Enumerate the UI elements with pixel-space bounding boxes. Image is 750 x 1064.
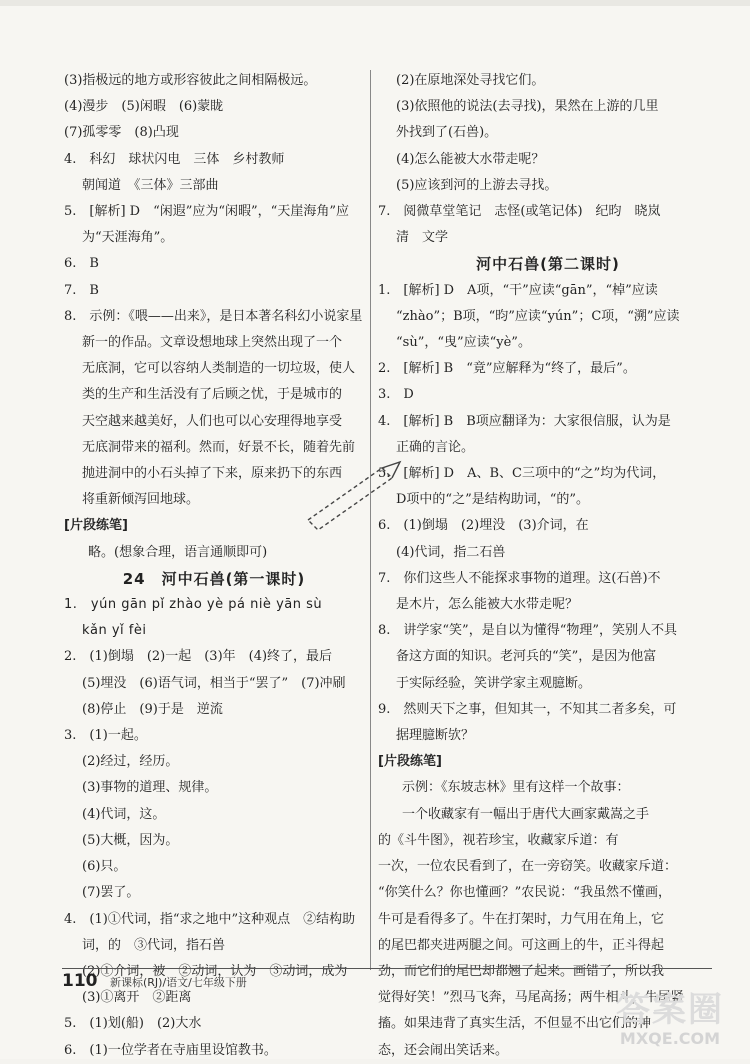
- text-line: 搐。如果违背了真实生活，不但显不出它们的神: [378, 1016, 652, 1032]
- top-edge: [0, 0, 750, 6]
- text-line: (5)大概，因为。: [82, 832, 179, 848]
- text-line: 3. D: [378, 387, 414, 403]
- text-line: 抛进洞中的小石头掉了下来，原来扔下的东西: [82, 466, 343, 482]
- text-line: 无底洞带来的福利。然而，好景不长，随着先前: [82, 439, 356, 455]
- text-line: (2)在原地深处寻找它们。: [396, 73, 545, 88]
- text-line: (4)代词，指二石兽: [396, 544, 506, 560]
- text-line: 类的生产和生活没有了后顾之忧，于是城市的: [82, 387, 343, 403]
- text-line: 是木片，怎么能被大水带走呢？: [396, 597, 579, 613]
- text-line: 劲，而它们的尾巴却都翘了起来。画错了，所以我: [378, 963, 665, 979]
- text-line: (7)孤零零 (8)凸现: [64, 125, 179, 141]
- text-line: 无底洞，它可以容纳人类制造的一切垃圾，使人: [82, 361, 356, 377]
- text-line: 5. [解析] D “闲遐”应为“闲暇”，“天崖海角”应: [64, 204, 349, 220]
- lesson-title: 24 河中石兽(第一课时): [122, 569, 306, 588]
- text-line: 8. 讲学家“笑”，是自以为懂得“物理”，笑别人不具: [378, 623, 677, 639]
- lesson-title: 河中石兽(第二课时): [476, 255, 620, 274]
- text-line: “zhào”；B项，“昀”应读“yún”；C项，“溯”应读: [396, 308, 680, 324]
- text-line: 牛可是看得多了。牛在打架时，力气用在角上，它: [378, 911, 665, 927]
- text-line: 于实际经验，笑讲学家主观臆断。: [396, 675, 592, 691]
- watermark-logo: [600, 991, 740, 1051]
- text-line: (3)依照他的说法(去寻找)，果然在上游的几里: [396, 99, 659, 115]
- watermark-site-text: MXQE.COM: [619, 1029, 721, 1048]
- section-label: [片段练笔]: [378, 754, 442, 770]
- left-column: [64, 68, 364, 1064]
- text-line: 示例：《东坡志林》里有这样一个故事：: [402, 780, 630, 796]
- text-line: 外找到了(石兽)。: [396, 125, 498, 141]
- text-line: 略。(想象合理，语言通顺即可): [88, 544, 268, 560]
- text-line: 9. 然则天下之事，但知其一，不知其二者多矣，可: [378, 701, 677, 717]
- text-line: 的《斗牛图》，视若珍宝，收藏家斥道：有: [378, 832, 619, 848]
- text-line: 5. [解析] D A、B、C三项中的“之”均为代词，: [378, 466, 666, 482]
- text-line: 觉得好笑！”烈马飞奔，马尾高扬；两牛相斗，牛尾紧: [378, 990, 684, 1006]
- text-line: (4)代词，这。: [82, 806, 166, 822]
- text-line: (4)怎么能被大水带走呢？: [396, 151, 545, 167]
- text-line: 据理臆断欤？: [396, 728, 475, 744]
- text-line: 4. 科幻 球状闪电 三体 乡村教师: [64, 151, 285, 167]
- text-line: 6. (1)倒塌 (2)埋没 (3)介词，在: [378, 518, 589, 534]
- text-line: 1. [解析] D A项，“干”应读“gān”，“棹”应读: [378, 282, 658, 298]
- text-line: D项中的“之”是结构助词，“的”。: [396, 492, 590, 508]
- text-line: 7. 你们这些人不能探求事物的道理。这(石兽)不: [378, 570, 661, 586]
- text-line: 7. B: [64, 282, 99, 298]
- text-line: 一次，一位农民看到了，在一旁窃笑。收藏家斥道：: [378, 859, 678, 875]
- text-line: 2. [解析] B “竟”应解释为“终了，最后”。: [378, 361, 636, 377]
- text-line: 1. yún gān pǐ zhào yè pá niè yān sù: [64, 597, 323, 613]
- text-line: (2)经过，经历。: [82, 754, 179, 770]
- text-line: (3)指极远的地方或形容彼此之间相隔极远。: [64, 73, 317, 88]
- text-line: 为“天涯海角”。: [82, 230, 174, 246]
- page-footer: [62, 968, 712, 993]
- text-line: 4. (1)①代词，指“求之地中”这种观点 ②结构助: [64, 911, 356, 927]
- text-line: (8)停止 (9)于是 逆流: [82, 701, 223, 717]
- text-line: “你笑什么？你也懂画？”农民说：“我虽然不懂画，: [378, 885, 671, 901]
- text-line: 6. (1)一位学者在寺庙里设馆教书。: [64, 1042, 277, 1058]
- text-line: 5. (1)划(船) (2)大水: [64, 1016, 202, 1032]
- text-line: 3. (1)一起。: [64, 728, 147, 744]
- text-line: (2)①介词，被 ②动词，认为 ③动词，成为: [82, 963, 348, 979]
- text-line: 朝闻道 《三体》三部曲: [82, 177, 219, 193]
- text-line: 清 文学: [396, 230, 449, 246]
- section-label: [片段练笔]: [64, 518, 128, 534]
- text-line: 4. [解析] B B项应翻译为：大家很信服，认为是: [378, 413, 671, 429]
- watermark-logo-text: 答案圈: [616, 990, 724, 1030]
- text-line: 态，还会闹出笑话来。: [378, 1042, 509, 1058]
- text-line: 天空越来越美好，人们也可以心安理得地享受: [82, 413, 343, 429]
- text-line: 的尾巴都夹进两腿之间。可这画上的牛，正斗得起: [378, 937, 665, 953]
- text-line: (3)事物的道理、规律。: [82, 780, 218, 796]
- text-line: (5)埋没 (6)语气词，相当于“罢了” (7)冲刷: [82, 675, 346, 691]
- text-line: (5)应该到河的上游去寻找。: [396, 177, 558, 193]
- text-line: 将重新倾泻回地球。: [82, 492, 200, 508]
- right-column: [378, 68, 718, 1064]
- text-line: 一个收藏家有一幅出于唐代大画家戴嵩之手: [402, 806, 650, 822]
- text-line: 8. 示例：《喂——出来》，是日本著名科幻小说家星: [64, 308, 363, 324]
- book-label: 新课标(RJ)/语文/七年级下册: [110, 976, 247, 989]
- text-line: 词，的 ③代词，指石兽: [82, 937, 226, 953]
- text-line: “sù”，“曳”应读“yè”。: [396, 335, 531, 351]
- text-line: 备这方面的知识。老河兵的“笑”，是因为他富: [396, 649, 657, 665]
- text-line: 2. (1)倒塌 (2)一起 (3)年 (4)终了，最后: [64, 649, 333, 665]
- pencil-mark-icon: [300, 458, 420, 538]
- text-line: 正确的言论。: [396, 439, 475, 455]
- text-line: kǎn yǐ fèi: [82, 623, 147, 639]
- text-line: 6. B: [64, 256, 99, 272]
- text-line: (4)漫步 (5)闲暇 (6)蒙眬: [64, 99, 224, 115]
- text-line: (3)①离开 ②距离: [82, 990, 192, 1006]
- text-line: (7)罢了。: [82, 885, 140, 901]
- text-line: 新一的作品。文章设想地球上突然出现了一个: [82, 335, 343, 351]
- text-line: 7. 阅微草堂笔记 志怪(或笔记体) 纪昀 晓岚: [378, 204, 661, 220]
- text-line: (6)只。: [82, 859, 127, 875]
- page-number: 110: [62, 971, 98, 991]
